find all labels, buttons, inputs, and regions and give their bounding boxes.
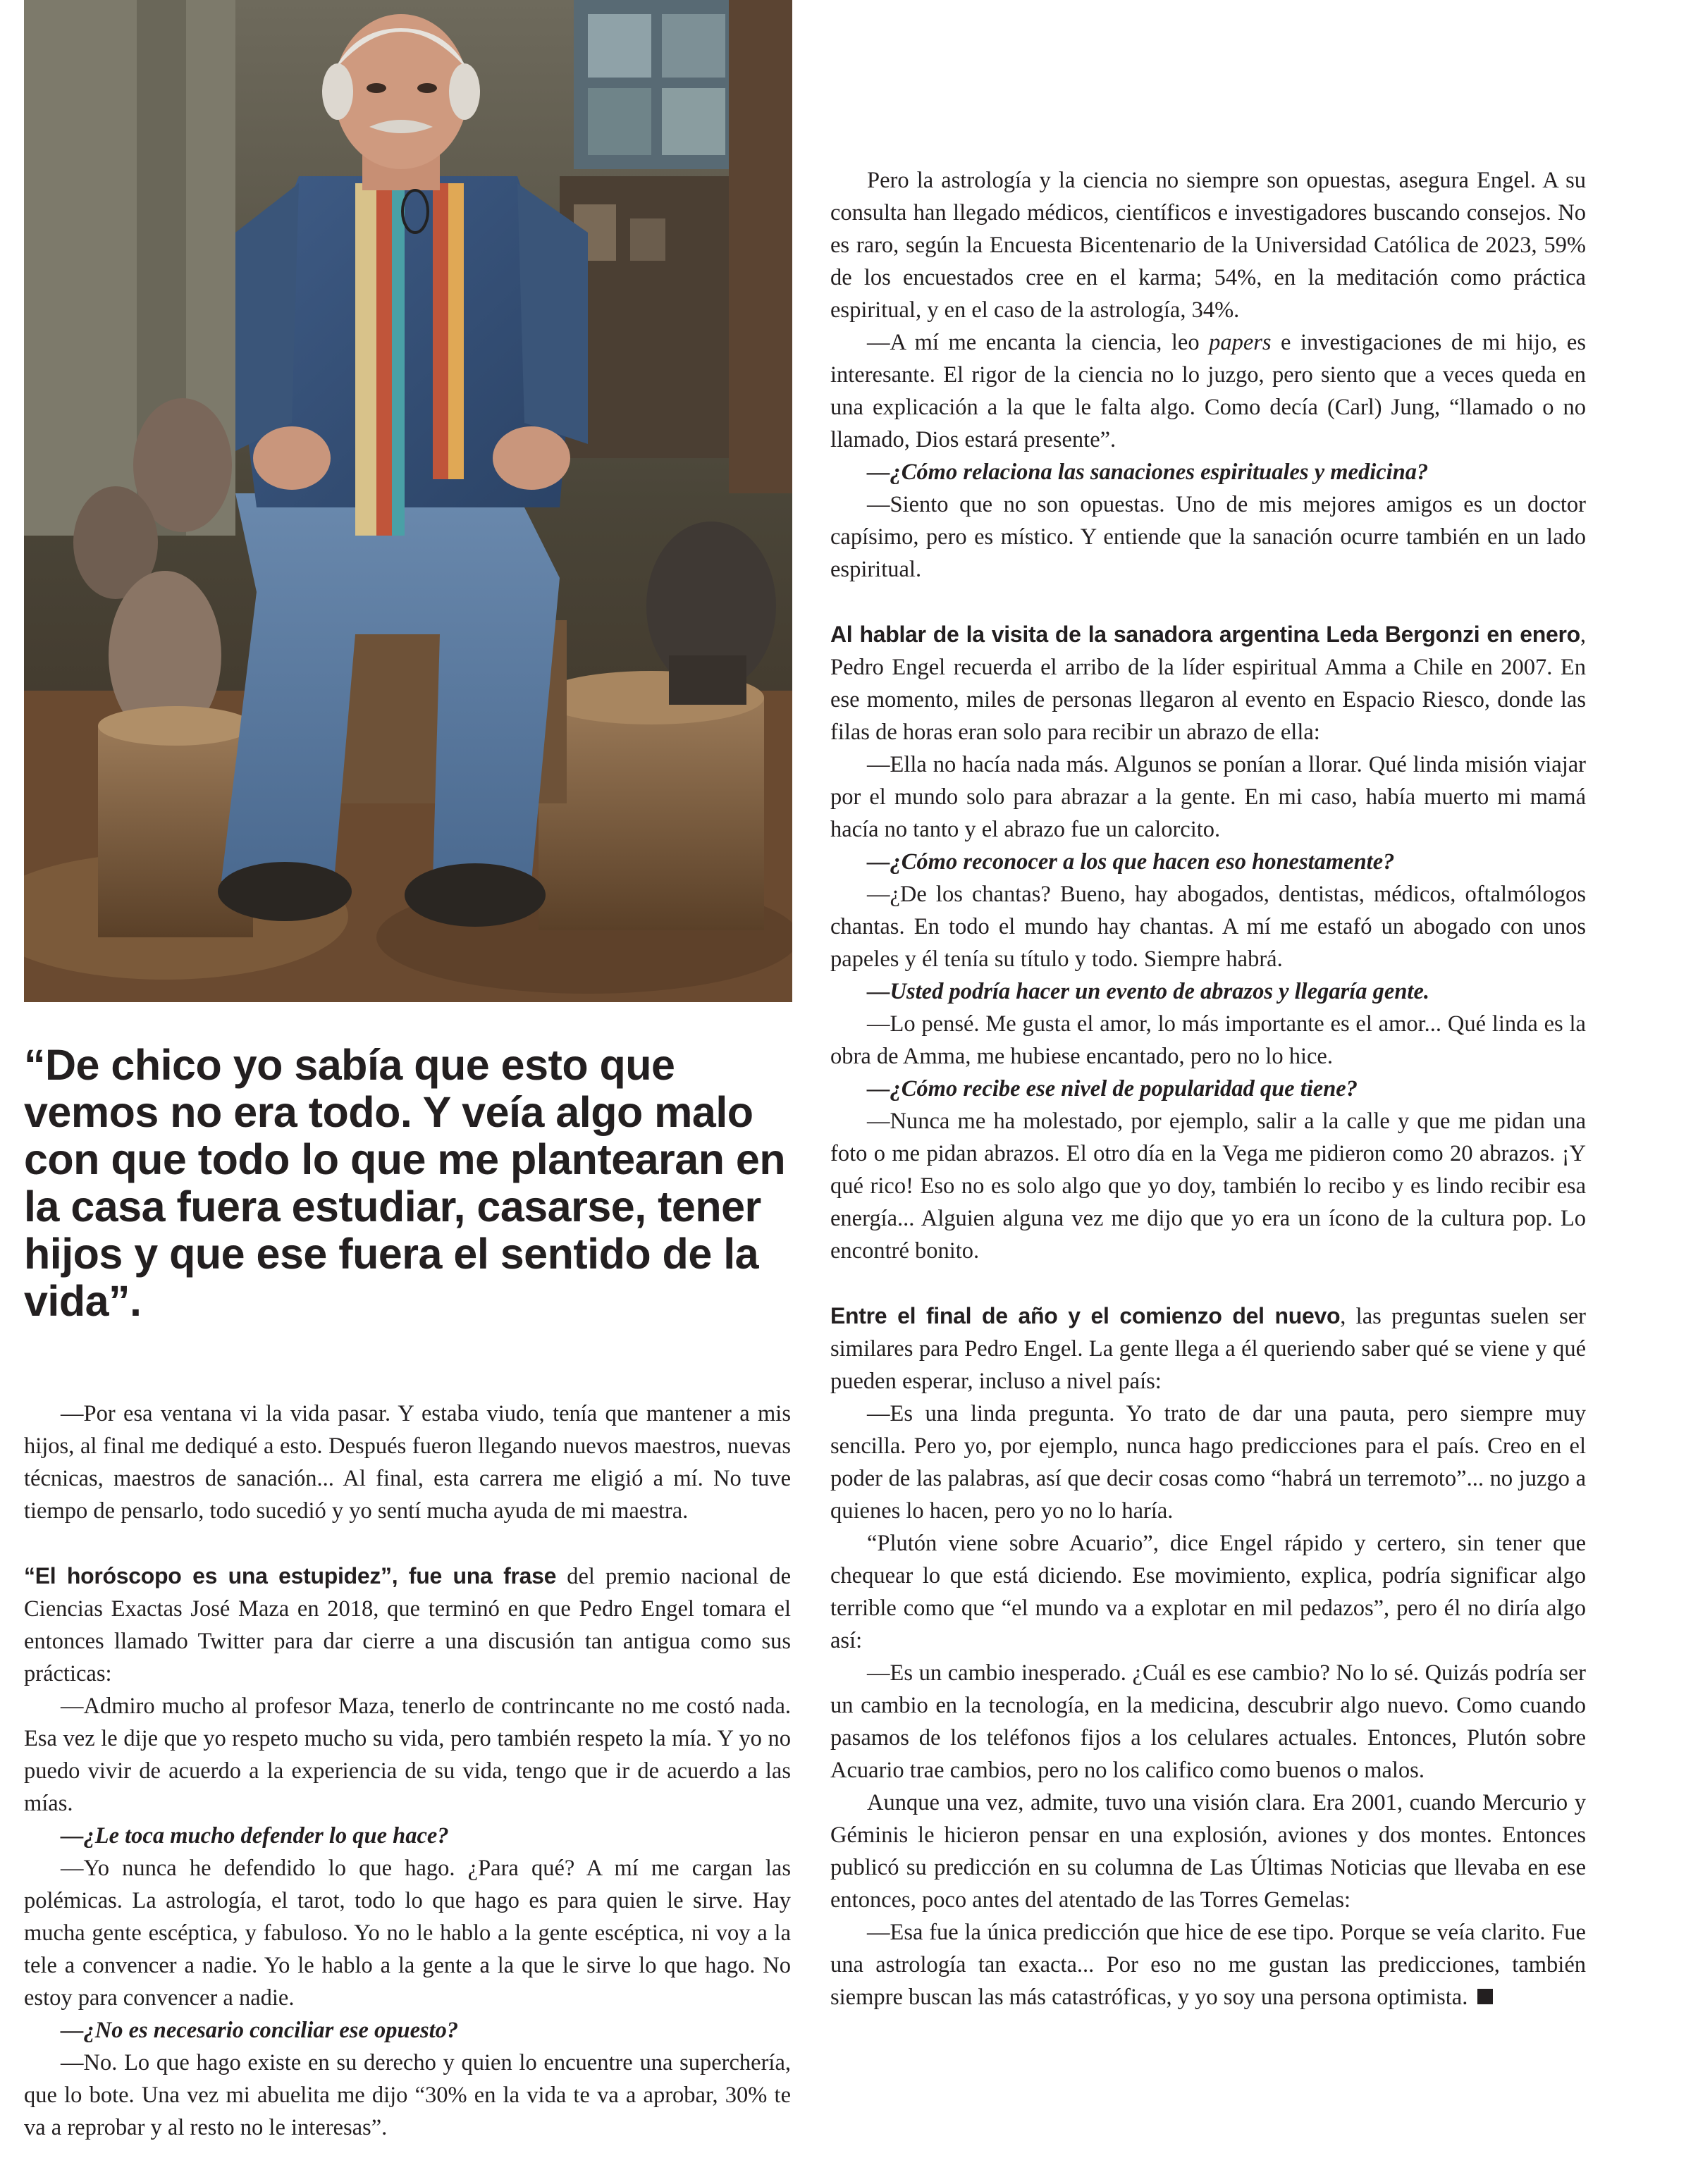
portrait-photo [24,0,792,1002]
right-paragraph-10: —Es una linda pregunta. Yo trato de dar una pauta, pero siempre muy sencilla. Pero yo, por ejemplo, nunca hago predicciones para el país. Creo en el poder de las palabras, así que decir cosas como “habrá un terremoto”... no juzgo a quienes lo hacen, pero yo no lo haría. [830,1401,1586,1524]
portrait-illustration [24,0,792,1002]
left-lead-in: “El horóscopo es una estupidez”, fue una frase [24,1563,557,1588]
right-column [830,164,1586,2013]
right-question-1: —¿Cómo relaciona las sanaciones espirituales y medicina? [867,459,1429,485]
left-paragraph-4: —Yo nunca he defendido lo que hago. ¿Para qué? A mí me cargan las polémicas. La astrología, el tarot, todo lo que hago es para quien le sirve. Hay mucha gente escéptica, y fabuloso. Yo no le hablo a la gente escéptica, ni voy a la tele a convencer a nadie. Yo le hablo a la gente a la que le sirve lo que hago. No estoy para convencer a nadie. [24,1856,791,2011]
left-paragraph-2-text: del premio nacional de Ciencias Exactas José Maza en 2018, que terminó en que Pedro Engel tomara el entonces llamado Twitter para dar cierre a una discusión tan antigua como sus prácticas: [24,1564,791,1686]
left-question-2: —¿No es necesario conciliar ese opuesto? [61,2018,459,2043]
right-paragraph-2-em: papers [1209,330,1272,355]
right-question-4: —¿Cómo recibe ese nivel de popularidad que tiene? [867,1076,1358,1102]
left-paragraph-1: —Por esa ventana vi la vida pasar. Y estaba viudo, tenía que mantener a mis hijos, al final me dediqué a esto. Después fueron llegando nuevos maestros, nuevas técnicas, maestros de sanación... Al final, esta carrera me eligió a mí. No tuve tiempo de pensarlo, todo sucedió y yo sentí mucha ayuda de mi maestra. [24,1401,791,1524]
right-paragraph-8: —Nunca me ha molestado, por ejemplo, salir a la calle y que me pidan una foto o me pidan abrazos. El otro día en la Vega me pidieron como 20 abrazos. ¡Y qué rico! Eso no es solo algo que yo doy, también lo recibo y es lindo recibir esa energía... Alguien alguna vez me dijo que yo era un ícono de la cultura pop. Lo encontré bonito. [830,1109,1586,1264]
right-paragraph-14-text: —Esa fue la única predicción que hice de ese tipo. Porque se veía clarito. Fue una astrología tan exacta... Por eso no me gustan las predicciones, también siempre buscan las más catastróficas, y yo soy una persona optimista. [830,1920,1586,2010]
right-lead-in-1: Al hablar de la visita de la sanadora argentina Leda Bergonzi en enero [830,622,1580,647]
right-paragraph-2-b: e investigaciones de mi hijo, es interesante. El rigor de la ciencia no lo juzgo, pero siento que a veces queda en una explicación a la que le falta algo. Como decía (Carl) Jung, “llamado o no llamado, Dios estará presente”. [830,330,1586,452]
right-paragraph-2-a: —A mí me encanta la ciencia, leo [867,330,1210,355]
right-paragraph-3: —Siento que no son opuestas. Uno de mis mejores amigos es un doctor capísimo, pero es místico. Y entiende que la sanación ocurre también en un lado espiritual. [830,492,1586,582]
right-paragraph-4 [830,618,1586,748]
right-paragraph-12: —Es un cambio inesperado. ¿Cuál es ese cambio? No lo sé. Quizás podría ser un cambio en la tecnología, en la medicina, descubrir algo nuevo. Como cuando pasamos de los teléfonos fijos a los celulares actuales. Entonces, Plutón sobre Acuario trae cambios, pero no los califico como buenos o malos. [830,1660,1586,1783]
end-of-article-square-icon [1477,1989,1493,2004]
right-lead-in-2: Entre el final de año y el comienzo del nuevo [830,1303,1341,1328]
right-paragraph-14 [830,1916,1586,2013]
right-paragraph-5: —Ella no hacía nada más. Algunos se ponían a llorar. Qué linda misión viajar por el mundo solo para abrazar a la gente. En mi caso, había muerto mi mamá hacía no tanto y el abrazo fue un calorcito. [830,752,1586,842]
pull-quote: “De chico yo sabía que esto que vemos no era todo. Y veía algo malo con que todo lo que me plantearan en la casa fuera estudiar, casarse, tener hijos y que ese fuera el sentido de la vida”. [24,1041,786,1325]
left-paragraph-5: —No. Lo que hago existe en su derecho y quien lo encuentre una superchería, que lo bote. Una vez mi abuelita me dijo “30% en la vida te va a aprobar, 30% te va a reprobar y al resto no le interesas”. [24,2050,791,2140]
right-paragraph-1: Pero la astrología y la ciencia no siempre son opuestas, asegura Engel. A su consulta han llegado médicos, científicos e investigadores buscando consejos. No es raro, según la Encuesta Bicentenario de la Universidad Católica de 2023, 59% de los encuestados cree en el karma; 54%, en la meditación como práctica espiritual, y en el caso de la astrología, 34%. [830,168,1586,323]
right-paragraph-9-text: , las preguntas suelen ser similares para Pedro Engel. La gente llega a él queriendo saber qué se viene y qué pueden esperar, incluso a nivel país: [830,1304,1586,1394]
left-column [24,1398,791,2144]
right-question-3: —Usted podría hacer un evento de abrazos y llegaría gente. [867,979,1430,1004]
right-paragraph-7: —Lo pensé. Me gusta el amor, lo más importante es el amor... Qué linda es la obra de Amma, me hubiese encantado, pero no lo hice. [830,1011,1586,1069]
left-paragraph-2 [24,1560,791,1690]
right-paragraph-2 [830,326,1586,456]
right-paragraph-13: Aunque una vez, admite, tuvo una visión clara. Era 2001, cuando Mercurio y Géminis le hicieron pensar en una explosión, aviones y dos montes. Entonces publicó su predicción en su columna de Las Últimas Noticias que llevaba en ese entonces, poco antes del atentado de las Torres Gemelas: [830,1790,1586,1913]
right-paragraph-6: —¿De los chantas? Bueno, hay abogados, dentistas, médicos, oftalmólogos chantas. En todo el mundo hay chantas. A mí me estafó un abogado con unos papeles y él tenía su título y todo. Siempre habrá. [830,882,1586,972]
right-paragraph-4-text: , Pedro Engel recuerda el arribo de la líder espiritual Amma a Chile en 2007. En ese momento, miles de personas llegaron al evento en Espacio Riesco, donde las filas de horas eran solo para recibir un abrazo de ella: [830,622,1586,745]
right-paragraph-11: “Plutón viene sobre Acuario”, dice Engel rápido y certero, sin tener que chequear lo que está diciendo. Ese movimiento, explica, podría significar algo terrible como que “el mundo va a explotar en mil pedazos”, pero él no diría algo así: [830,1531,1586,1653]
right-paragraph-9 [830,1300,1586,1398]
left-question-1: —¿Le toca mucho defender lo que hace? [61,1823,449,1849]
left-paragraph-3: —Admiro mucho al profesor Maza, tenerlo de contrincante no me costó nada. Esa vez le dije que yo respeto mucho su vida, pero también respeto la mía. Y yo no puedo vivir de acuerdo a la experiencia de su vida, tengo que ir de acuerdo a las mías. [24,1693,791,1816]
right-question-2: —¿Cómo reconocer a los que hacen eso honestamente? [867,849,1395,875]
